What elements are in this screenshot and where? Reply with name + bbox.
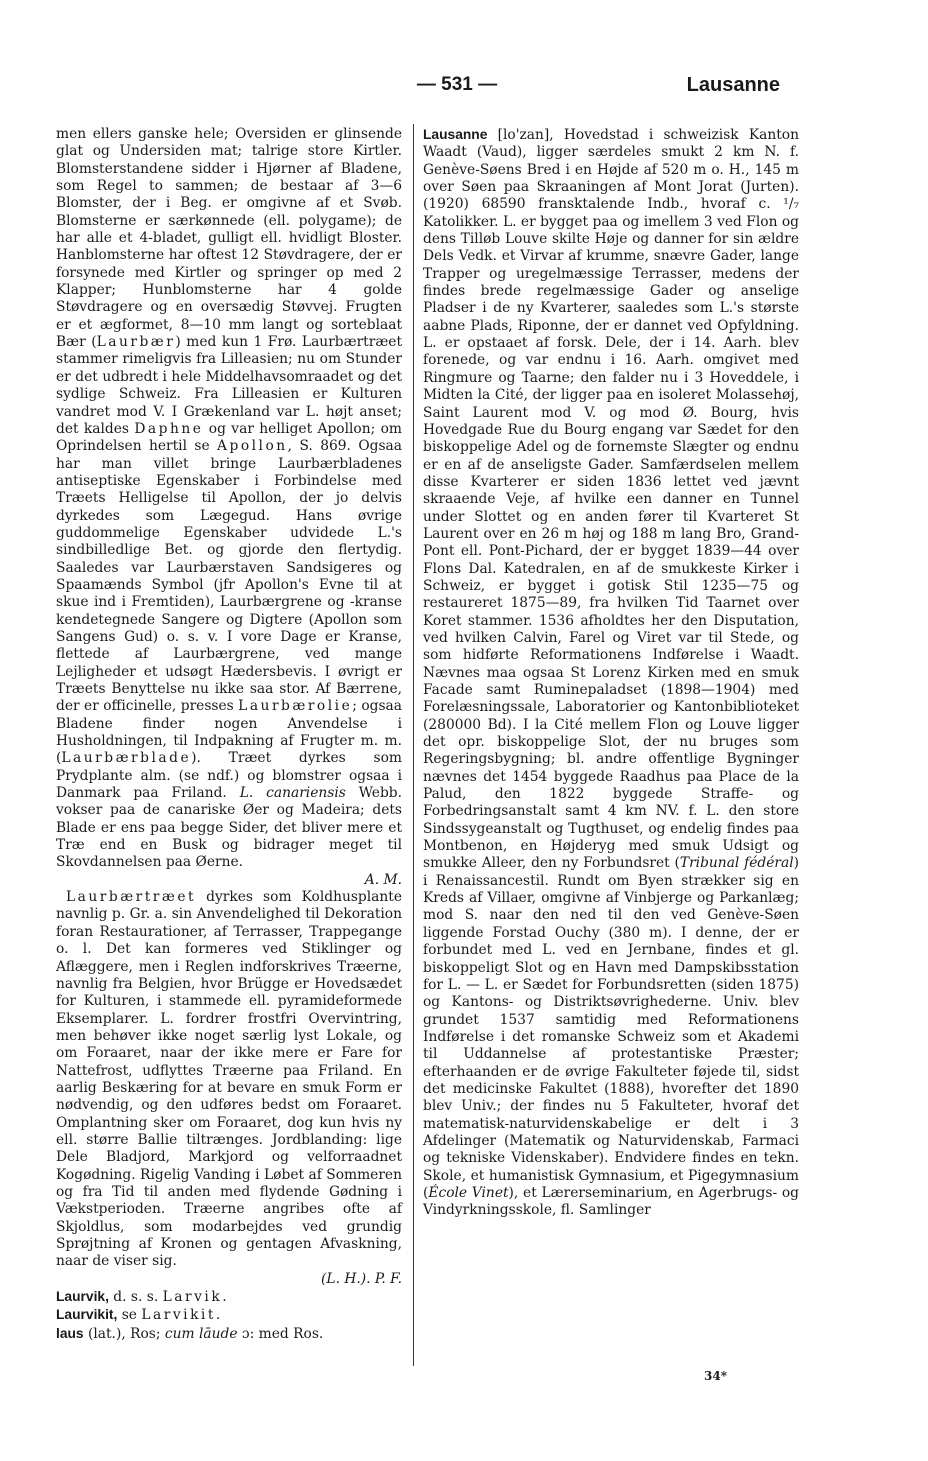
signature-am: A. M.	[364, 871, 402, 888]
left-column	[56, 126, 402, 1343]
entry-laus: laus (lat.), Ros; cum lāude ɔ: med Ros.	[56, 1325, 324, 1342]
entry-laurvikit: Laurvikit, se Larvikit.	[56, 1307, 221, 1324]
printer-signature-mark: 34*	[704, 1369, 727, 1383]
page-header	[72, 74, 780, 100]
signature-lh-pf: (L. H.). P. F.	[321, 1270, 402, 1287]
laurbaer-entry-continuation: men ellers ganske hele; Oversiden er glinsende glat og Undersiden mat; talrige store Kirtler. Blomsterstandene sidder i Hjørner af Bladene, som Regel to sammen; de bestaar af 3—6 Blomster, der i Beg. er omgivne af et Svøb. Blomsterne er særkønnede (ell. polygame); de har alle et 4-bladet, gulligt ell. hvidligt Bloster. Hanblomsterne har oftest 12 Støvdragere, der er forsynede med Kirtler og springer op med 2 Klapper; Hunblomsterne har 4 golde Støvdragere og en oversædig Støvvej. Frugten er et ægformet, 8—10 mm langt og sorteblaat Bær (Laurbær) med kun 1 Frø. Laurbærtræet stammer rimeligvis fra Lilleasien; nu om Stunder er det udbredt i hele Middelhavsomraadet og det sydlige Schweiz. Fra Lilleasien er Kulturen vandret mod V. I Grækenland var L. højt anset; det kaldes Daphne og var helliget Apollon; om Oprindelsen hertil se Apollon, S. 869. Ogsaa har man villet bringe Laurbærbladenes antiseptiske Egenskaber i Forbindelse med Træets Helligelse til Apollon, der jo delvis dyrkedes som Lægegud. Hans øvrige guddommelige Egenskaber udvidede L.'s sindbilledlige Bet. og gjorde den flertydig. Saaledes var Laurbærstaven Sandsigeres og Spaamænds Symbol (jfr Apollon's Evne til at skue ind i Fremtiden), Laurbærgrene og -kranse kendetegnede Sangere og Digtere (Apollon som Sangens Gud) o. s. v. I vore Dage er Kranse, flettede af Laurbærgrene, ved mange Lejligheder et udsøgt Hædersbevis. I øvrigt er Træets Benyttelse nu ikke saa stor. Af Bærrene, der er officinelle, presses Laurbærolie; ogsaa Bladene finder nogen Anvendelse i Husholdningen, til Indpakning af Frugter m. m. (Laurbærblade). Træet dyrkes som Prydplante alm. (se ndf.) og blomstrer ogsaa i Danmark paa Friland. L. canariensis Webb. vokser paa de canariske Øer og Madeira; dets Blade er ens paa begge Sider, det bliver mere et Træ end en Busk og bidrager meget til Skovdannelsen paa Øerne.	[56, 126, 403, 871]
running-head: Lausanne	[686, 74, 780, 96]
cultivation-paragraph: Laurbærtræet dyrkes som Koldhusplante navnlig p. Gr. a. sin Anvendelighed til Dekoration foran Restaurationer, af Terrasser, Trappegange o. l. Det kan formeres ved Stiklinger og Aflæggere, men i Reglen indforskrives Træerne, navnlig fra Belgien, hvor Brügge er Hovedsædet for Kulturen, i stammede ell. pyramideformede Eksemplarer. L. fordrer frostfri Overvintring, men behøver ikke noget særlig lyst Lokale, og om Foraaret, naar der ikke mere er Fare for Nattefrost, udflyttes Træerne paa Friland. En aarlig Beskæring for at bevare en smuk Form er nødvendig, og den udføres bedst om Foraaret. Omplantning sker om Foraaret, dog kun hvis ny ell. større Ballie tiltrænges. Jordblanding: lige Dele Bladjord, Markjord og velforraadnet Kogødning. Rigelig Vanding i Løbet af Sommeren og fra Tid til anden med flydende Gødning i Vækstperioden. Træerne angribes ofte af Skjoldlus, som modarbejdes ved grundig Sprøjtning af Kronen og gentagen Afvaskning, naar de viser sig.	[56, 889, 402, 1270]
entry-laurvik: Laurvik, d. s. s. Larvik.	[56, 1289, 227, 1306]
entry-lausanne: Lausanne [lo'zan], Hovedstad i schweizisk Kanton Waadt (Vaud), ligger særdeles smukt 2 km N. f. Genève-Søens Bred i en Højde af 520 m o. H., 145 m over Søen paa Skraaningen af Mont Jorat (Jurten). (1920) 68590 fransktalende Indb., hvoraf c. ¹/₇ Katolikker. L. er bygget paa og imellem 3 ved Flon og dens Tilløb Louve skilte Højе og danner for sin ældre Dels Vedk. et Virvar af krumme, snævre Gader, lange Trapper og uregelmæssige Terrasser, medens der findes brede regelmæssige Gader og anselige Pladser i de ny Kvarterer, saaledes som L.'s største aabne Plads, Riponne, der er dannet ved Opfyldning. L. er opstaaet af forsk. Dele, der i 14. Aarh. blev forenede, og var endnu i 16. Aarh. omgivet med Ringmure og Taarne; den falder nu i 3 Hoveddele, i Midten la Cité, der ligger paa en isoleret Molassehøj, Saint Laurent mod V. og mod Ø. Bourg, hvis Hovedgade Rue du Bourg engang var Sædet for den biskoppelige Adel og de fornemste Slægter og endnu er en af de anseligste Gader. Samfærdselen mellem disse Kvarterer er siden 1836 lettet ved jævnt skraaende Veje, af hvilke een danner en Tunnel under Slottet og en anden fører til Kvarteret St Laurent over en 26 m høj og 188 m lang Bro, Grand-Pont ell. Pont-Pichard, der er bygget 1839—44 over Flons Dal. Katedralen, en af de smukkeste Kirker i Schweiz, er bygget i gotisk Stil 1235—75 og restaureret 1875—89, fra hvilken Tid Taarnet over Koret stammer. 1536 afholdtes her den Disputation, ved hvilken Calvin, Farel og Viret var til Stede, og som hidførte Reformationens Indførelse i Waadt. Nævnes maa ogsaa St Lorenz Kirken med en smuk Facade samt Ruminepaladset (1898—1904) med Forelæsningssale, Laboratorier og Kantonbiblioteket (280000 Bd). I la Cité mellem Flon og Louve ligger det opr. biskoppelige Slot, der nu bruges som Regeringsbygning; bl. andre offentlige Bygninger nævnes det 1454 byggede Raadhus paa Place de la Palud, den 1822 byggede Straffe- og Forbedringsanstalt samt 4 km NV. f. L. den store Sindssygeanstalt og Tugthuset, og endelig findes paa Montbenon, en Højderyg med smuk Udsigt og smukke Alleer, den ny Forbundsret (Tribunal fédéral) i Renaissancestil. Rundt om Byen strækker sig en Kreds af Villaer, omgivne af Vinbjerge og Parkanlæg; mod S. naar den ned til den ved Genève-Søen liggende Forstad Ouchy (380 m). I denne, der er forbundet med L. ved en Jernbane, findes et gl. biskoppeligt Slot og en Havn med Dampskibsstation for L. — L. er Sædet for Forbundsretten (siden 1875) og Kantons- og Distriktsøvrighederne. Univ. blev grundet 1537 samtidig med Reformationens Indførelse i det romanske Schweiz som et Akademi til Uddannelse af protestantiske Præster; efterhaanden er de øvrige Fakulteter føjede til, sidst det medicinske Fakultet (1888), hvorefter det 1890 blev Univ.; der findes nu 5 Fakulteter, hvoraf det matematisk-naturvidenskabelige er delt i 3 Afdelinger (Matematik og Naturvidenskab, Farmaci og tekniske Videnskaber). Endvidere findes en tekn. Skole, et humanistisk Gymnasium, et Pigegymnasium (École Vinet), et Lærerseminarium, en Agerbrugs- og Vindyrkningsskole, fl. Samlinger	[423, 127, 799, 1219]
page-number: — 531 —	[416, 74, 498, 95]
column-divider	[413, 124, 414, 1366]
right-column	[423, 126, 799, 1220]
